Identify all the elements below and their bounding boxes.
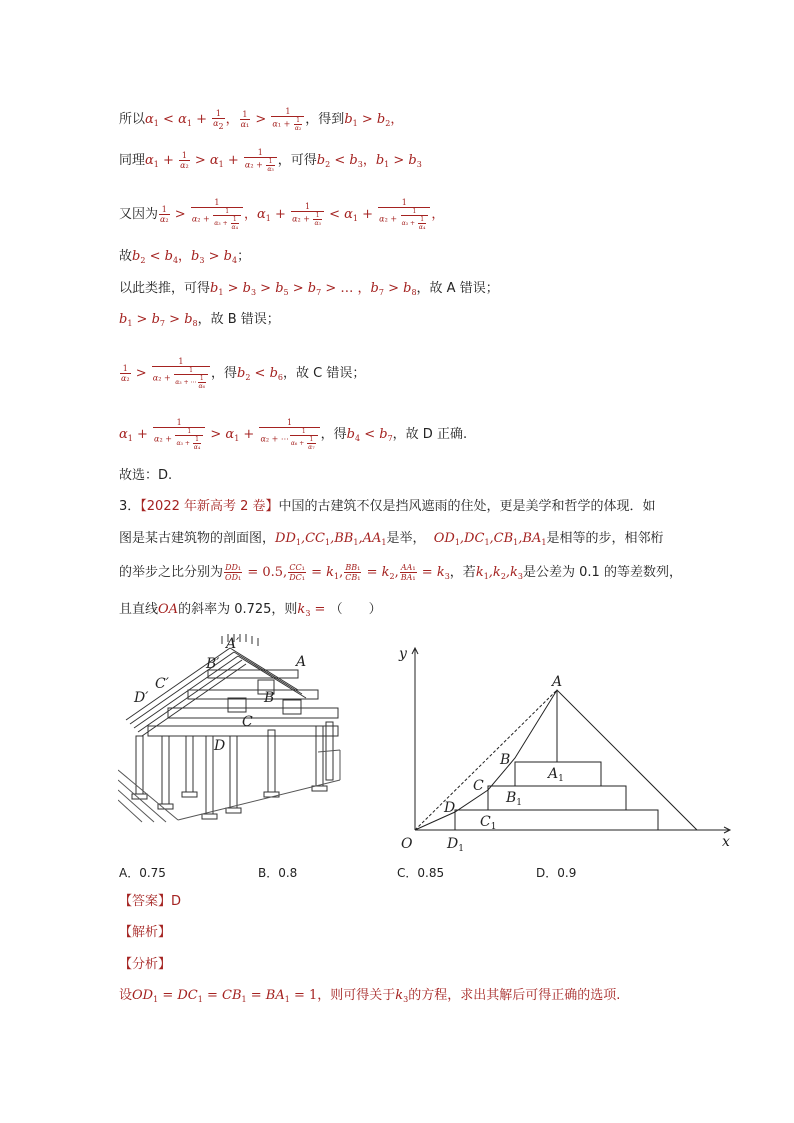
option-c[interactable]: C．0.85 [397,866,445,880]
platform [118,750,340,822]
label-d: D [444,800,456,816]
label-b: B [500,752,511,768]
solution-line-8: $\alpha_1$ + 1 α₂ + 1 α₃ + $\frac{1}{\text{α₄}}$ > $\alpha_1$ + 1 α₂ + ⋯ 1 α₆ + $\frac{1}{\text{α₇}}$ ，得$b_4 < b_7$，故 D 正确. [119,418,468,451]
option-b[interactable]: B．0.8 [258,866,298,880]
solution-line-3: 又因为 $\frac{1}{\text{α₂}}$ > 1 α₂ + 1 α₃ + $\frac{1}{\text{α₄}}$ ，$\alpha_1$ + 1 α₂ + $\frac{1}{\text{α₃}}$ < $\alpha_1$ + 1 α₂ + 1 α₃ + $\frac{1}{\text{α₄}}$ ， [119,198,445,231]
ancient-building-figure [118,630,353,825]
question-3-line-3: 的举步之比分别为 $\frac{\text{DD₁}}{\text{OD₁}}$ = 0.5, $\frac{\text{CC₁}}{\text{DC₁}}$ = $k_1$, $\frac{\text{BB₁}}{\text{CB₁}}$ = $k_2$, $\frac{\text{AA₁}}{\text{BA₁}}$ = $k_3$，若$k_1,k_2,k_3$是公差为 0.1 的等差数列， [119,563,682,582]
label-c: C [473,778,484,794]
solution-line-5: 以此类推，可得$b_1 > b_3 > b_5 > b_7$ > … ，$b_7 > b_8$，故 A 错误； [119,281,499,297]
solution-line-7: $\frac{1}{\text{α₂}}$ > 1 α₂ + 1 α₃ + ⋯ $\frac{1}{\text{α₆}}$ ，得$b_2 < b_6$，故 C 错误； [121,357,366,390]
label-x: x [722,834,730,850]
label-a-prime: A′ [226,636,240,652]
fenxi-label: 【分析】 [119,957,172,972]
label-b-building: B [264,690,275,706]
solution-line-2: 同理$\alpha_1$ + $\frac{1}{\text{α₂}}$ > $\alpha_1$ + 1 α₂ + $\frac{1}{\text{α₃}}$ ，可得$b_2 < b_3$，$b_1 > b_3$ [119,148,422,173]
label-c-building: C [242,714,253,730]
label-y: y [399,646,407,662]
label-b1: $B_1$ [506,790,523,808]
label-d-building: D [214,738,226,754]
coordinate-figure [395,640,740,855]
choose-answer: 故选：D. [119,468,173,483]
answer-label: 【答案】 [119,894,172,909]
answer-value: D [171,894,182,909]
question-source: 【2022 年新高考 2 卷】 [140,499,279,514]
label-o: O [401,836,413,852]
solution-line-4: 故$b_2 < b_4$，$b_3 > b_4$； [119,249,251,265]
label-a-building: A [296,654,307,670]
label-b-prime: B′ [206,656,220,672]
option-a[interactable]: A．0.75 [119,866,166,880]
label-c-prime: C′ [155,676,169,692]
line-oa-dashed [415,690,557,830]
label-d-prime: D′ [134,690,149,706]
fenxi-text: 设$OD_1 = DC_1 = CB_1 = BA_1 = 1$，则可得关于$k_3$的方程，求出其解后可得正确的选项. [119,988,621,1004]
solution-line-1: 所以$\alpha_1 < \alpha_1$ + $\frac{1}{\alpha 2}$ ， $\frac{1}{\text{α₁}}$ > 1 α₁ + $\frac{1}{\text{α₂}}$ ，得到$b_1 > b_2$， [119,107,404,132]
question-3-line-4: 且直线OA的斜率为 0.725，则$k_3$ = （ ） [119,602,382,618]
roof-profile-line [415,690,697,830]
question-3-line-2: 图是某古建筑物的剖面图，$DD_1,CC_1,BB_1,AA_1$是举， $OD_1,DC_1,CB_1,BA_1$是相等的步，相邻桁 [119,531,664,547]
label-d1: $D_1$ [447,836,464,854]
answer-line [119,892,181,912]
label-a: A [552,674,563,690]
question-3-line-1: 3．【2022 年新高考 2 卷】中国的古建筑不仅是挡风遮雨的住处，更是美学和哲学的体现．如 [119,499,656,514]
label-a1: $A_1$ [548,766,564,784]
option-d[interactable]: D．0.9 [536,866,577,880]
solution-line-6: $b_1 > b_7 > b_8$，故 B 错误； [119,312,280,328]
analysis-label: 【解析】 [119,925,172,940]
label-c1: $C_1$ [480,814,497,832]
